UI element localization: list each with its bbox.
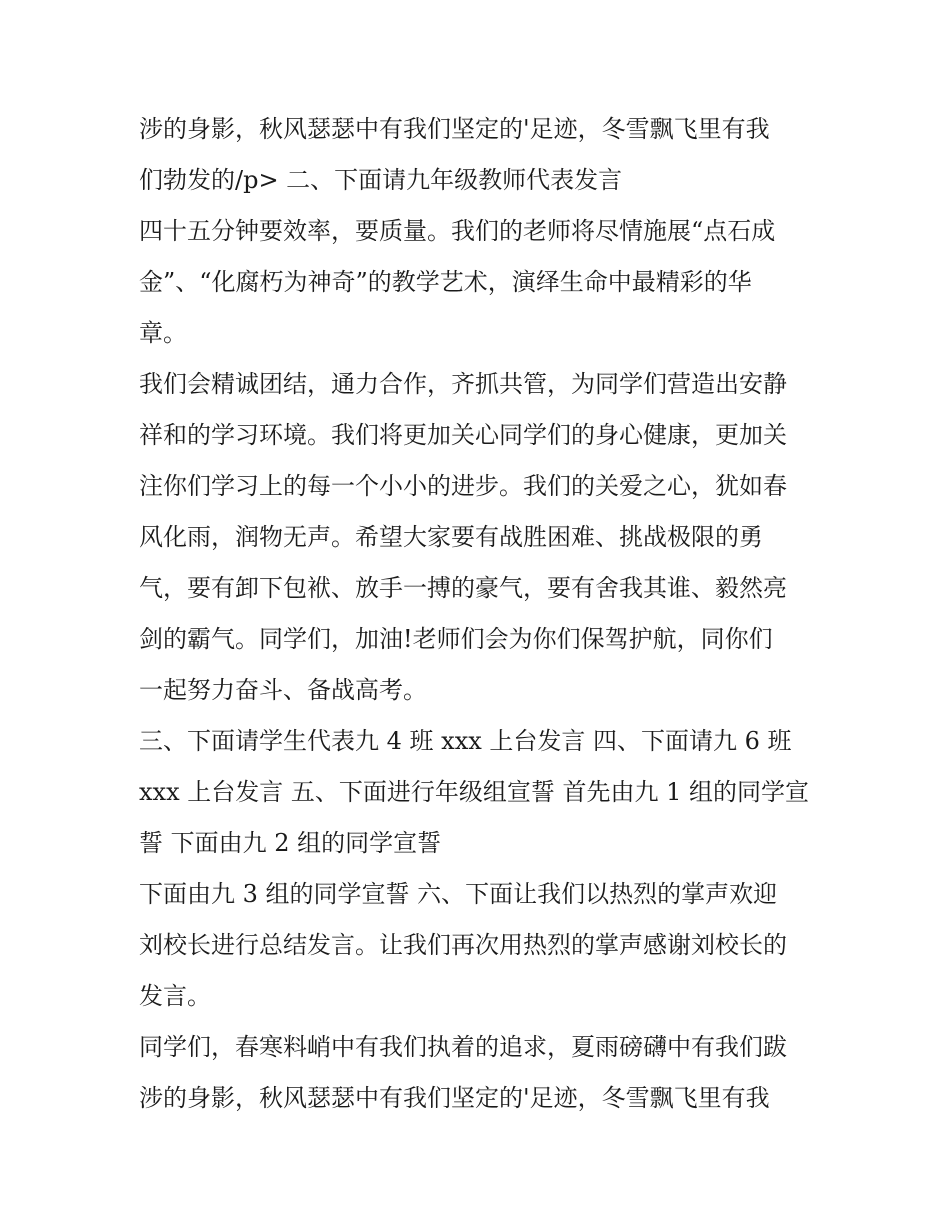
text-line-10: 气，要有卸下包袱、放手一搏的豪气，要有舍我其谁、毅然亮 [139, 574, 787, 602]
text-line-14: xxx 上台发言 五、下面进行年级组宣誓 首先由九 1 组的同学宣 [139, 778, 810, 806]
text-line-11: 剑的霸气。同学们，加油!老师们会为你们保驾护航，同你们 [139, 625, 773, 653]
text-line-20: 涉的身影，秋风瑟瑟中有我们坚定的'足迹，冬雪飘飞里有我 [139, 1084, 770, 1112]
text-line-1: 涉的身影，秋风瑟瑟中有我们坚定的'足迹，冬雪飘飞里有我 [139, 115, 770, 143]
text-line-6: 我们会精诚团结，通力合作，齐抓共管，为同学们营造出安静 [139, 370, 787, 398]
text-line-12: 一起努力奋斗、备战高考。 [139, 676, 427, 704]
text-line-7: 祥和的学习环境。我们将更加关心同学们的身心健康，更加关 [139, 421, 787, 449]
text-line-16: 下面由九 3 组的同学宣誓 六、下面让我们以热烈的掌声欢迎 [139, 880, 778, 908]
text-line-17: 刘校长进行总结发言。让我们再次用热烈的掌声感谢刘校长的 [139, 931, 787, 959]
text-line-15: 誓 下面由九 2 组的同学宣誓 [139, 829, 442, 857]
text-line-18: 发言。 [139, 982, 211, 1010]
text-line-9: 风化雨，润物无声。希望大家要有战胜困难、挑战极限的勇 [139, 523, 763, 551]
text-line-2: 们勃发的/p> 二、下面请九年级教师代表发言 [139, 166, 623, 194]
text-line-13: 三、下面请学生代表九 4 班 xxx 上台发言 四、下面请九 6 班 [139, 727, 792, 755]
text-line-8: 注你们学习上的每一个小小的进步。我们的关爱之心，犹如春 [139, 472, 787, 500]
text-line-3: 四十五分钟要效率，要质量。我们的老师将尽情施展“点石成 [139, 217, 776, 245]
text-line-4: 金”、“化腐朽为神奇”的教学艺术，演绎生命中最精彩的华 [139, 268, 752, 296]
text-line-19: 同学们，春寒料峭中有我们执着的追求，夏雨磅礴中有我们跋 [139, 1033, 787, 1061]
text-line-5: 章。 [139, 319, 187, 347]
document-body [139, 104, 829, 1124]
